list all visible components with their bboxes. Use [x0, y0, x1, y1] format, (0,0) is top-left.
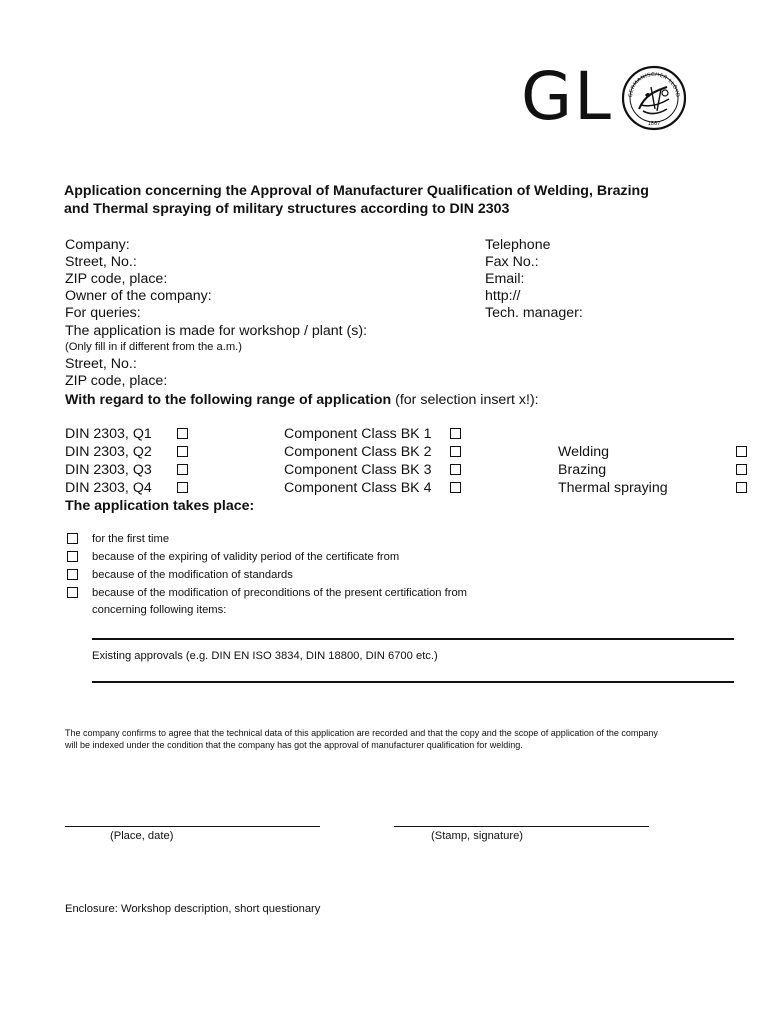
bk4-checkbox[interactable]	[450, 482, 461, 493]
stamp-signature-line[interactable]	[394, 826, 649, 827]
existing-approvals-label: Existing approvals (e.g. DIN EN ISO 3834, DIN 18800, DIN 6700 etc.)	[92, 650, 438, 662]
svg-text:GERMANISCHER LLOYD: GERMANISCHER LLOYD	[627, 71, 681, 98]
range-heading	[65, 392, 539, 409]
approvals-bottom-rule	[92, 681, 734, 683]
plant-zip-place-label: ZIP code, place:	[65, 373, 168, 389]
enclosure-text: Enclosure: Workshop description, short questionary	[65, 903, 321, 915]
place-date-line[interactable]	[65, 826, 320, 827]
bk1-checkbox[interactable]	[450, 428, 461, 439]
approvals-top-rule	[92, 638, 734, 640]
stamp-signature-label: (Stamp, signature)	[431, 830, 524, 842]
http-label: http://	[485, 288, 521, 304]
brazing-label: Brazing	[558, 462, 607, 478]
zip-place-label: ZIP code, place:	[65, 271, 168, 287]
din-q2-label: DIN 2303, Q2	[65, 444, 152, 460]
expiring-validity-label: because of the expiring of validity period of the certificate from	[92, 551, 400, 563]
bk4-label: Component Class BK 4	[284, 480, 432, 496]
din-q3-checkbox[interactable]	[177, 464, 188, 475]
first-time-label: for the first time	[92, 533, 170, 545]
din-q1-checkbox[interactable]	[177, 428, 188, 439]
modification-preconditions-label: because of the modification of preconditions of the present certification from	[92, 587, 467, 599]
din-q3-label: DIN 2303, Q3	[65, 462, 152, 478]
welding-checkbox[interactable]	[736, 446, 747, 457]
fax-label: Fax No.:	[485, 254, 539, 270]
bk2-checkbox[interactable]	[450, 446, 461, 457]
tech-manager-label: Tech. manager:	[485, 305, 583, 321]
document-title-line-2: and Thermal spraying of military structures according to DIN 2303	[64, 201, 510, 217]
expiring-validity-checkbox[interactable]	[67, 551, 78, 562]
concerning-items-label: concerning following items:	[92, 604, 227, 616]
brazing-checkbox[interactable]	[736, 464, 747, 475]
modification-preconditions-checkbox[interactable]	[67, 587, 78, 598]
place-date-label: (Place, date)	[110, 830, 174, 842]
document-title-line-1: Application concerning the Approval of Manufacturer Qualification of Welding, Brazing	[64, 183, 649, 199]
queries-label: For queries:	[65, 305, 141, 321]
modification-standards-checkbox[interactable]	[67, 569, 78, 580]
bk3-checkbox[interactable]	[450, 464, 461, 475]
welding-label: Welding	[558, 444, 609, 460]
street-label: Street, No.:	[65, 254, 137, 270]
logo-text: GL	[521, 58, 613, 135]
bk3-label: Component Class BK 3	[284, 462, 432, 478]
din-q1-label: DIN 2303, Q1	[65, 426, 152, 442]
confirmation-line-2: will be indexed under the condition that the company has got the approval of manufacturer qualification for welding.	[65, 740, 523, 750]
workshop-plant-label: The application is made for workshop / plant (s):	[65, 323, 368, 339]
thermal-spraying-checkbox[interactable]	[736, 482, 747, 493]
din-q2-checkbox[interactable]	[177, 446, 188, 457]
email-label: Email:	[485, 271, 525, 287]
plant-street-label: Street, No.:	[65, 356, 137, 372]
first-time-checkbox[interactable]	[67, 533, 78, 544]
company-label: Company:	[65, 237, 130, 253]
bk1-label: Component Class BK 1	[284, 426, 432, 442]
owner-label: Owner of the company:	[65, 288, 212, 304]
confirmation-line-1: The company confirms to agree that the technical data of this application are recorded and that the copy and the scope of application of the company	[65, 728, 658, 738]
range-hint: (for selection insert x!):	[391, 392, 539, 408]
din-q4-checkbox[interactable]	[177, 482, 188, 493]
range-heading-bold: With regard to the following range of application	[65, 392, 392, 408]
telephone-label: Telephone	[485, 237, 551, 253]
din-q4-label: DIN 2303, Q4	[65, 480, 152, 496]
bk2-label: Component Class BK 2	[284, 444, 432, 460]
logo-seal	[621, 65, 687, 131]
modification-standards-label: because of the modification of standards	[92, 569, 293, 581]
takes-place-heading: The application takes place:	[65, 498, 255, 514]
workshop-note: (Only fill in if different from the a.m.)	[65, 341, 242, 353]
svg-text:1867: 1867	[647, 121, 661, 127]
thermal-spraying-label: Thermal spraying	[558, 480, 668, 496]
